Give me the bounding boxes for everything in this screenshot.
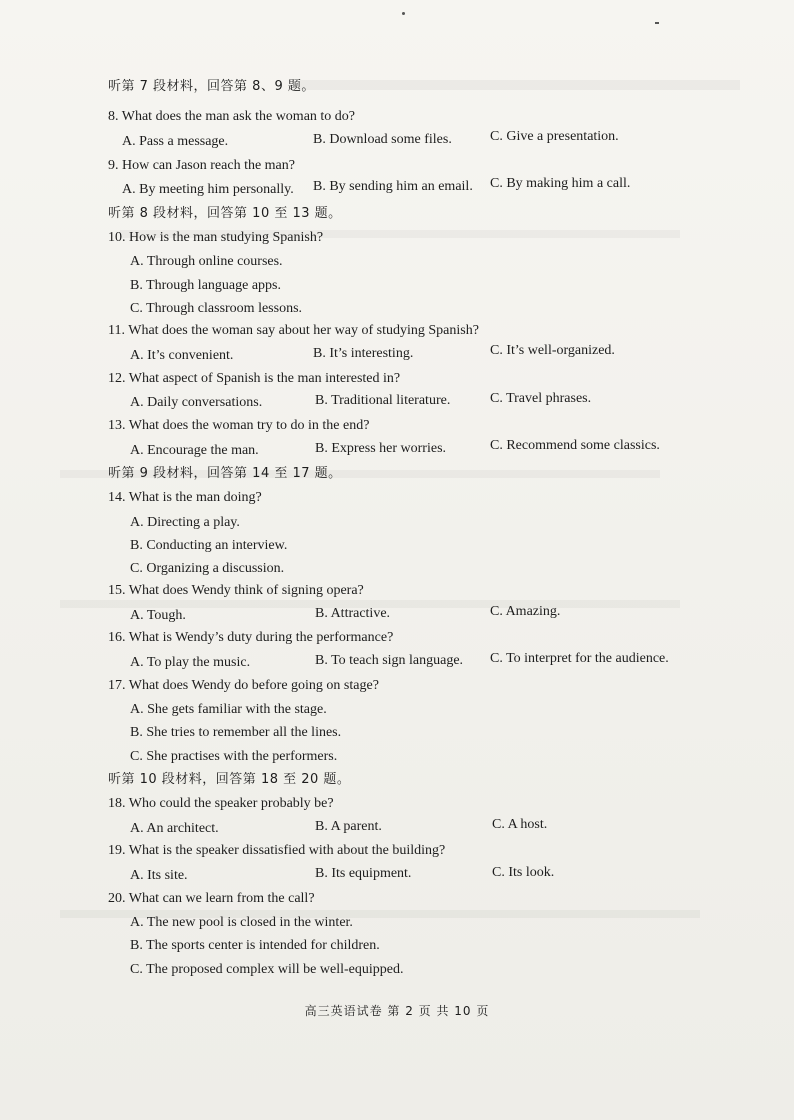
option-19b: B. Its equipment. xyxy=(315,866,412,881)
option-17c: C. She practises with the performers. xyxy=(130,749,338,764)
section-header-9: 听第 9 段材料，回答第 14 至 17 题。 xyxy=(108,466,342,481)
section-header-7: 听第 7 段材料，回答第 8、9 题。 xyxy=(108,79,315,94)
option-10b: B. Through language apps. xyxy=(130,278,281,293)
option-9a: A. By meeting him personally. xyxy=(122,182,294,197)
option-9c: C. By making him a call. xyxy=(490,176,631,191)
section-header-8: 听第 8 段材料，回答第 10 至 13 题。 xyxy=(108,206,342,221)
option-11c: C. It’s well-organized. xyxy=(490,343,615,358)
option-18c: C. A host. xyxy=(492,817,548,832)
option-12a: A. Daily conversations. xyxy=(130,395,263,410)
question-stem-15: 15. What does Wendy think of signing opera? xyxy=(108,583,364,598)
option-15b: B. Attractive. xyxy=(315,606,391,621)
option-11b: B. It’s interesting. xyxy=(313,346,414,361)
option-15a: A. Tough. xyxy=(130,608,186,623)
option-18b: B. A parent. xyxy=(315,819,382,834)
option-17a: A. She gets familiar with the stage. xyxy=(130,702,327,717)
scan-dot xyxy=(655,22,659,24)
option-16c: C. To interpret for the audience. xyxy=(490,651,669,666)
option-16b: B. To teach sign language. xyxy=(315,653,464,668)
question-stem-13: 13. What does the woman try to do in the end? xyxy=(108,418,370,433)
option-9b: B. By sending him an email. xyxy=(313,179,473,194)
question-stem-12: 12. What aspect of Spanish is the man interested in? xyxy=(108,371,401,386)
option-19c: C. Its look. xyxy=(492,865,555,880)
option-13a: A. Encourage the man. xyxy=(130,443,259,458)
option-11a: A. It’s convenient. xyxy=(130,348,234,363)
option-13c: C. Recommend some classics. xyxy=(490,438,660,453)
option-16a: A. To play the music. xyxy=(130,655,251,670)
option-12c: C. Travel phrases. xyxy=(490,391,592,406)
option-14c: C. Organizing a discussion. xyxy=(130,561,285,576)
option-13b: B. Express her worries. xyxy=(315,441,447,456)
option-20a: A. The new pool is closed in the winter. xyxy=(130,915,353,930)
question-stem-10: 10. How is the man studying Spanish? xyxy=(108,230,324,245)
option-10c: C. Through classroom lessons. xyxy=(130,301,303,316)
option-20b: B. The sports center is intended for children. xyxy=(130,938,380,953)
question-stem-18: 18. Who could the speaker probably be? xyxy=(108,796,334,811)
option-14a: A. Directing a play. xyxy=(130,515,240,530)
option-17b: B. She tries to remember all the lines. xyxy=(130,725,342,740)
question-stem-16: 16. What is Wendy’s duty during the performance? xyxy=(108,630,394,645)
option-20c: C. The proposed complex will be well-equipped. xyxy=(130,962,404,977)
question-stem-9: 9. How can Jason reach the man? xyxy=(108,158,295,173)
question-stem-19: 19. What is the speaker dissatisfied with about the building? xyxy=(108,843,446,858)
option-18a: A. An architect. xyxy=(130,821,219,836)
option-8c: C. Give a presentation. xyxy=(490,129,619,144)
question-stem-20: 20. What can we learn from the call? xyxy=(108,891,315,906)
scan-dot xyxy=(402,12,405,15)
question-stem-17: 17. What does Wendy do before going on stage? xyxy=(108,678,379,693)
option-8a: A. Pass a message. xyxy=(122,134,229,149)
page-footer: 高三英语试卷 第 2 页 共 10 页 xyxy=(304,1004,490,1018)
option-14b: B. Conducting an interview. xyxy=(130,538,288,553)
option-12b: B. Traditional literature. xyxy=(315,393,451,408)
question-stem-11: 11. What does the woman say about her way of studying Spanish? xyxy=(108,323,479,338)
option-10a: A. Through online courses. xyxy=(130,254,283,269)
section-header-10: 听第 10 段材料，回答第 18 至 20 题。 xyxy=(108,772,351,787)
question-stem-14: 14. What is the man doing? xyxy=(108,490,262,505)
option-8b: B. Download some files. xyxy=(313,132,452,147)
option-15c: C. Amazing. xyxy=(490,604,561,619)
option-19a: A. Its site. xyxy=(130,868,188,883)
question-stem-8: 8. What does the man ask the woman to do? xyxy=(108,109,356,124)
